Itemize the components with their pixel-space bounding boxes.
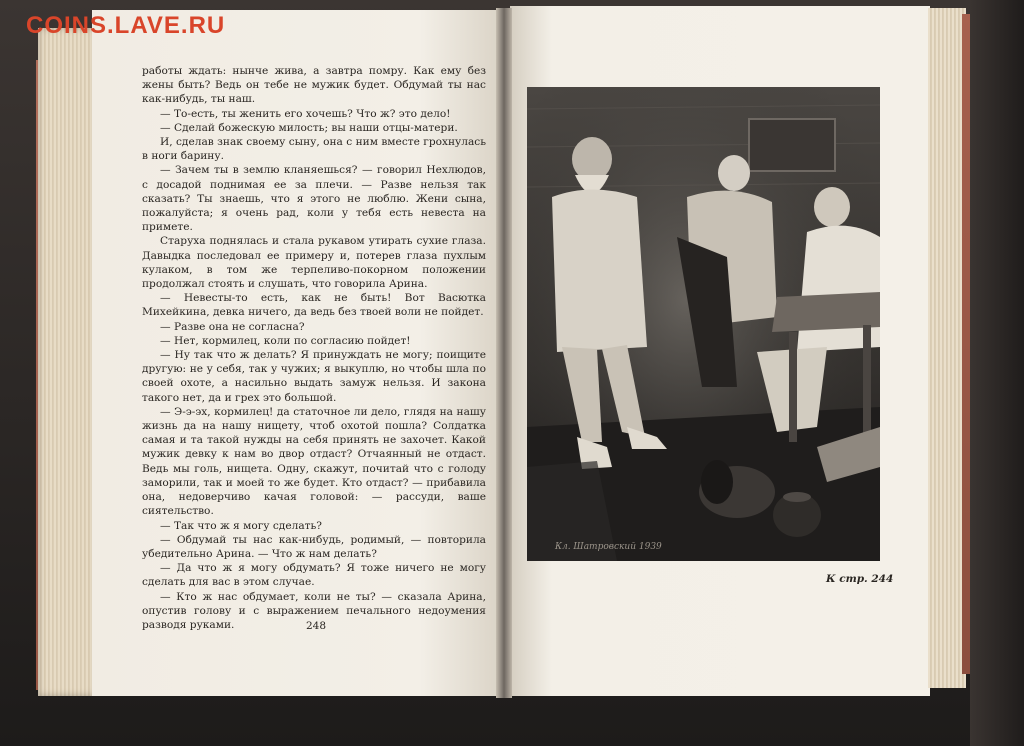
paragraph: — То-есть, ты женить его хочешь? Что ж? это дело! (160, 107, 451, 120)
illustration-caption: К стр. 244 (826, 573, 894, 585)
page-text (142, 64, 486, 632)
paragraph: — Нет, кормилец, коли по согласию пойдет! (160, 334, 411, 347)
paragraph: работы ждать: нынче жива, а завтра помру. Как ему без жены быть? Ведь он тебе не мужик будет. Обдумай ты нас как-нибудь, ты наш. (142, 65, 486, 106)
page-number: 248 (306, 620, 327, 632)
paragraph: — Э-э-эх, кормилец! да статочное ли дело, глядя на нашу жизнь да на нашу нищету, чтоб охотой пошла? Солдатка самая и та такой нужды на себя принять не захочет. Какой мужик девку к нам во двор отдаст? Отчаянный не отдаст. Ведь мы голь, нищета. Одну, скажут, почитай что с голоду заморили, так и моей то же будет. Кто отдаст? — прибавила она, недоверчиво качая головой: — рассуди, ваше сиятельство. (142, 405, 486, 518)
paragraph: — Невесты-то есть, как не быть! Вот Васютка Михейкина, девка ничего, да ведь без твоей воли не пойдет. (142, 292, 486, 319)
paragraph: — Да что ж я могу обдумать? Я тоже ничего не могу сделать для вас в этом случае. (142, 562, 486, 589)
paragraph: — Разве она не согласна? (160, 320, 305, 333)
paragraph: Старуха поднялась и стала рукавом утирать сухие глаза. Давыдка последовал ее примеру и, потерев глаза пухлым кулаком, в том же терпеливо-покорном положении продолжал стоять и слушать, что говорила Арина. (142, 235, 486, 291)
illustration-signature: Кл. Шатровский 1939 (555, 542, 662, 552)
left-page-edges (38, 28, 96, 696)
right-page-edges (928, 8, 966, 688)
paragraph: — Зачем ты в землю кланяешься? — говорил Нехлюдов, с досадой поднимая ее за плечи. — Разве нельзя так сказать? Ты знаешь, что я этого не люблю. Жени сына, пожалуйста; я очень рад, коли у тебя есть невеста на примете. (142, 164, 486, 234)
book-cover-edge (970, 0, 1024, 746)
paragraph: — Ну так что ж делать? Я принуждать не могу; поищите другую: не у себя, так у чужих; я выкуплю, но чтобы шла по своей охоте, а насильно выдать замуж нельзя. И закона такого нет, да и грех это большой. (142, 349, 486, 404)
book-gutter (496, 8, 512, 698)
book-illustration (527, 87, 880, 561)
paragraph: — Кто ж нас обдумает, коли не ты? — сказала Арина, опустив голову и с выражением печального недоумения разводя руками. (142, 590, 486, 631)
illustration-drawing (527, 87, 880, 561)
paragraph: — Обдумай ты нас как-нибудь, родимый, — повторила убедительно Арина. — Что ж нам делать? (142, 533, 486, 560)
paragraph: — Так что ж я могу сделать? (160, 519, 322, 532)
watermark-text: COINS.LAVE.RU (26, 12, 226, 39)
paragraph: И, сделав знак своему сыну, она с ним вместе грохнулась в ноги барину. (142, 136, 486, 163)
paragraph: — Сделай божескую милость; вы наши отцы-матери. (160, 121, 458, 134)
